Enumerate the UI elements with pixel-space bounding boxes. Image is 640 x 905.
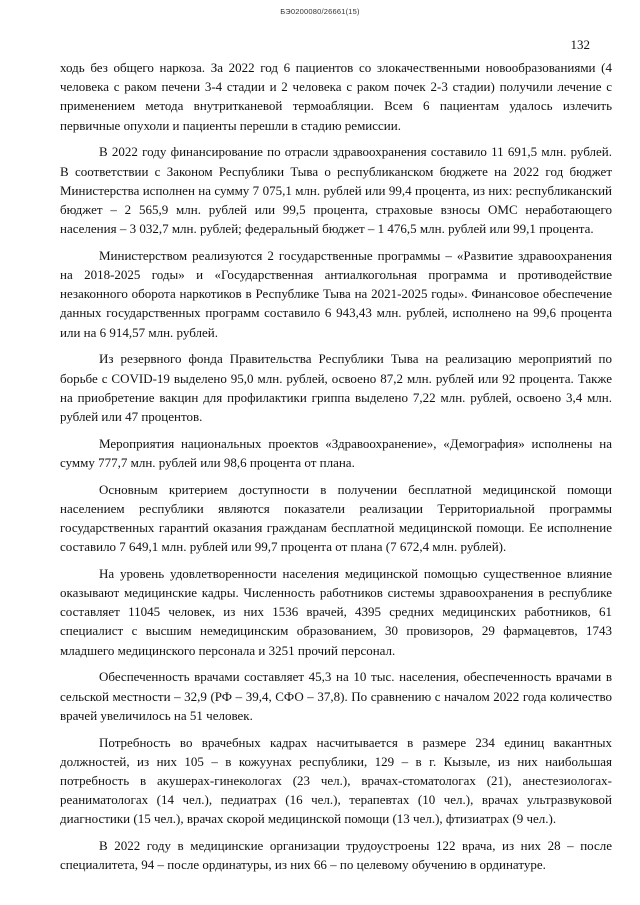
paragraph-financing: В 2022 году финансирование по отрасли здравоохранения составило 11 691,5 млн. рублей. В соответствии с Законом Республики Тыва о республиканском бюджете на 2022 год бюджет Министерства исполнен на сумму 7 075,1 млн. рублей или 99,4 процента, из них: республиканский бюджет – 2 565,9 млн. рублей или 99,5 процента, страховые взносы ОМС неработающего населения – 3 032,7 млн. рублей; федеральный бюджет – 1 476,5 млн. рублей или 99,1 процента. bbox=[60, 144, 612, 237]
paragraph-state-programs: Министерством реализуются 2 государственные программы – «Развитие здравоохранения на 2018-2025 годы» и «Государственная антиалкогольная программа и противодействие незаконного оборота наркотиков в Республике Тыва на 2021-2025 годы». Финансовое обеспечение данных государственных программ составило 6 943,43 млн. рублей, исполнено на 99,6 процента или на 6 914,57 млн. рублей. bbox=[60, 247, 612, 340]
page-body bbox=[60, 58, 612, 882]
page-number: 132 bbox=[570, 37, 590, 52]
paragraph-thermoablation: ходь без общего наркоза. За 2022 год 6 пациентов со злокачественными новообразованиями (4 человека с раком печени 3-4 стадии и 2 человека с раком почек 2-3 стадии) получили лечение с применением метода внутритканевой термоабляции. Всем 6 пациентам удалось излечить первичные опухоли и пациенты перешли в стадию ремиссии. bbox=[60, 60, 612, 133]
paragraph-reserve-fund: Из резервного фонда Правительства Республики Тыва на реализацию мероприятий по борьбе с COVID-19 выделено 95,0 млн. рублей, освоено 87,2 млн. рублей или 92 процента. Также на приобретение вакцин для профилактики гриппа выделено 7,22 млн. рублей, освоено 3,4 млн. рублей или 47 процентов. bbox=[60, 351, 612, 424]
paragraph-territorial-program: Основным критерием доступности в получении бесплатной медицинской помощи населением республики являются показатели реализации Территориальной программы государственных гарантий оказания гражданам бесплатной медицинской помощи. Ее исполнение составило 7 649,1 млн. рублей или 99,7 процента от плана (7 672,4 млн. рублей). bbox=[60, 481, 612, 555]
paragraph-medical-staff: На уровень удовлетворенности населения медицинской помощью существенное влияние оказывают медицинские кадры. Численность работников системы здравоохранения в республике составляет 11045 человек, из них 1536 врачей, 4395 средних медицинских работников, 61 специалист с высшим немедицинским образованием, 30 провизоров, 29 фармацевтов, 1743 младшего медицинского персонала и 3251 прочий персонал. bbox=[60, 565, 612, 658]
paragraph-national-projects: Мероприятия национальных проектов «Здравоохранение», «Демография» исполнены на сумму 777,7 млн. рублей или 98,6 процента от плана. bbox=[60, 435, 612, 470]
paragraph-employment: В 2022 году в медицинские организации трудоустроены 122 врача, из них 28 – после специалитета, 94 – после ординатуры, из них 66 – по целевому обучению в ординатуре. bbox=[60, 838, 612, 873]
document-id: БЭ0200080/26661(15) bbox=[280, 7, 360, 16]
paragraph-staff-needs: Потребность во врачебных кадрах насчитывается в размере 234 единиц вакантных должностей, из них 105 – в кожуунах республики, 129 – в г. Кызыле, из них наибольшая потребность в акушерах-гинекологах (23 чел.), врачах-стоматологах (21), анестезиологах-реаниматологах (14 чел.), педиатрах (16 чел.), терапевтах (10 чел.), врачах ультразвуковой диагностики (15 чел.), врачах скорой медицинской помощи (13 чел.), фтизиатрах (9 чел.). bbox=[60, 734, 612, 827]
paragraph-doctor-provision: Обеспеченность врачами составляет 45,3 на 10 тыс. населения, обеспеченность врачами в сельской местности – 32,9 (РФ – 39,4, СФО – 37,8). По сравнению с началом 2022 года количество врачей увеличилось на 51 человек. bbox=[60, 669, 612, 723]
